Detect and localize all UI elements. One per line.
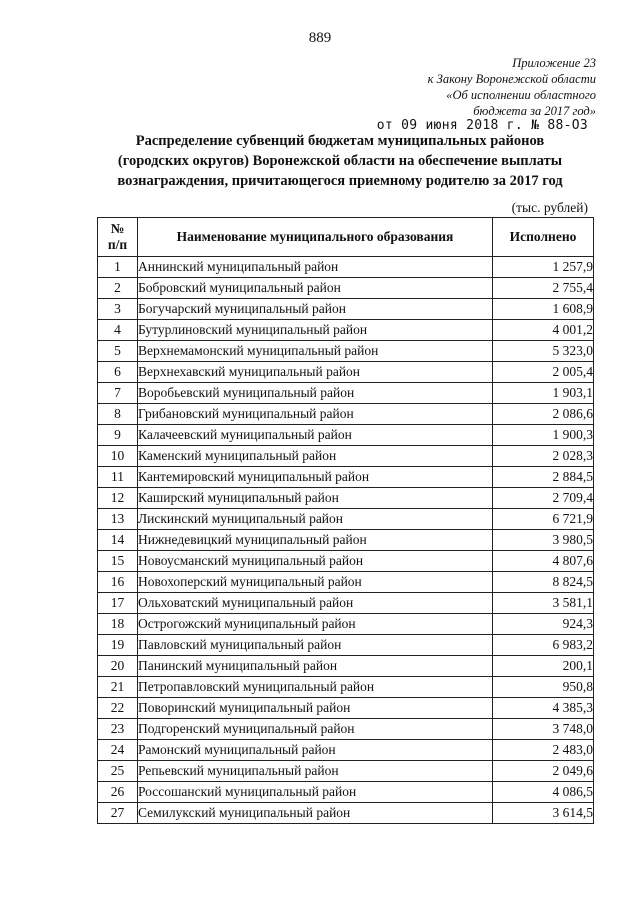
row-number: 16 (98, 572, 138, 593)
table-row (98, 803, 594, 824)
row-number: 2 (98, 278, 138, 299)
row-executed-amount: 5 323,0 (493, 341, 594, 362)
row-executed-amount: 6 721,9 (493, 509, 594, 530)
appendix-line-3: «Об исполнении областного (446, 88, 596, 102)
row-municipality-name: Верхнехавский муниципальный район (138, 362, 493, 383)
distribution-table (97, 217, 594, 824)
row-number: 9 (98, 425, 138, 446)
table-row (98, 446, 594, 467)
table-row (98, 698, 594, 719)
row-number: 25 (98, 761, 138, 782)
appendix-note (296, 55, 596, 119)
row-municipality-name: Калачеевский муниципальный район (138, 425, 493, 446)
row-executed-amount: 2 086,6 (493, 404, 594, 425)
row-executed-amount: 2 884,5 (493, 467, 594, 488)
row-municipality-name: Павловский муниципальный район (138, 635, 493, 656)
row-municipality-name: Воробьевский муниципальный район (138, 383, 493, 404)
row-executed-amount: 3 614,5 (493, 803, 594, 824)
table-row (98, 593, 594, 614)
row-number: 15 (98, 551, 138, 572)
table-row (98, 719, 594, 740)
title-line-2: (городских округов) Воронежской области на обеспечение выплаты (117, 153, 563, 169)
row-executed-amount: 1 900,3 (493, 425, 594, 446)
row-municipality-name: Новоусманский муниципальный район (138, 551, 493, 572)
table-row (98, 320, 594, 341)
table-row (98, 404, 594, 425)
row-number: 23 (98, 719, 138, 740)
table-row (98, 572, 594, 593)
table-row (98, 782, 594, 803)
table-row (98, 467, 594, 488)
header-number-line-2: п/п (107, 237, 128, 252)
table-row (98, 383, 594, 404)
row-number: 1 (98, 257, 138, 278)
row-municipality-name: Петропавловский муниципальный район (138, 677, 493, 698)
row-number: 6 (98, 362, 138, 383)
appendix-line-1: Приложение 23 (512, 56, 596, 70)
row-number: 12 (98, 488, 138, 509)
row-number: 14 (98, 530, 138, 551)
row-number: 17 (98, 593, 138, 614)
row-municipality-name: Острогожский муниципальный район (138, 614, 493, 635)
row-executed-amount: 2 028,3 (493, 446, 594, 467)
row-municipality-name: Семилукский муниципальный район (138, 803, 493, 824)
row-executed-amount: 2 049,6 (493, 761, 594, 782)
row-number: 26 (98, 782, 138, 803)
table-row (98, 341, 594, 362)
row-number: 22 (98, 698, 138, 719)
title-line-1: Распределение субвенций бюджетам муниципальных районов (135, 133, 545, 149)
row-executed-amount: 1 608,9 (493, 299, 594, 320)
row-executed-amount: 200,1 (493, 656, 594, 677)
row-municipality-name: Аннинский муниципальный район (138, 257, 493, 278)
appendix-line-2: к Закону Воронежской области (427, 72, 596, 86)
row-municipality-name: Поворинский муниципальный район (138, 698, 493, 719)
row-number: 27 (98, 803, 138, 824)
row-executed-amount: 3 748,0 (493, 719, 594, 740)
row-municipality-name: Россошанский муниципальный район (138, 782, 493, 803)
table-row (98, 362, 594, 383)
row-executed-amount: 3 980,5 (493, 530, 594, 551)
table-row (98, 740, 594, 761)
header-number (98, 218, 138, 257)
document-title (70, 131, 610, 191)
row-executed-amount: 2 709,4 (493, 488, 594, 509)
table-row (98, 677, 594, 698)
row-executed-amount: 4 086,5 (493, 782, 594, 803)
row-municipality-name: Репьевский муниципальный район (138, 761, 493, 782)
table-row (98, 614, 594, 635)
row-number: 21 (98, 677, 138, 698)
table-row (98, 635, 594, 656)
table-row (98, 257, 594, 278)
table-row (98, 299, 594, 320)
header-name: Наименование муниципального образования (138, 218, 493, 257)
row-municipality-name: Подгоренский муниципальный район (138, 719, 493, 740)
row-number: 13 (98, 509, 138, 530)
row-number: 24 (98, 740, 138, 761)
row-number: 3 (98, 299, 138, 320)
row-number: 20 (98, 656, 138, 677)
table-row (98, 425, 594, 446)
row-municipality-name: Грибановский муниципальный район (138, 404, 493, 425)
row-number: 7 (98, 383, 138, 404)
units-label: (тыс. рублей) (511, 200, 588, 215)
table-row (98, 656, 594, 677)
row-municipality-name: Панинский муниципальный район (138, 656, 493, 677)
row-municipality-name: Бутурлиновский муниципальный район (138, 320, 493, 341)
row-executed-amount: 3 581,1 (493, 593, 594, 614)
row-municipality-name: Лискинский муниципальный район (138, 509, 493, 530)
law-date-stamp: от 09 июня 2018 г. № 88-ОЗ (376, 118, 588, 133)
row-executed-amount: 2 755,4 (493, 278, 594, 299)
header-number-line-1: № (110, 221, 125, 236)
row-executed-amount: 950,8 (493, 677, 594, 698)
row-executed-amount: 8 824,5 (493, 572, 594, 593)
row-executed-amount: 4 807,6 (493, 551, 594, 572)
table-row (98, 551, 594, 572)
row-municipality-name: Каширский муниципальный район (138, 488, 493, 509)
row-municipality-name: Бобровский муниципальный район (138, 278, 493, 299)
row-municipality-name: Каменский муниципальный район (138, 446, 493, 467)
table-row (98, 278, 594, 299)
row-executed-amount: 2 005,4 (493, 362, 594, 383)
table-body (98, 257, 594, 824)
table-header-row (98, 218, 594, 257)
appendix-line-4: бюджета за 2017 год» (473, 104, 596, 118)
row-municipality-name: Верхнемамонский муниципальный район (138, 341, 493, 362)
page-number: 889 (308, 30, 332, 46)
table-row (98, 530, 594, 551)
table-row (98, 509, 594, 530)
row-executed-amount: 924,3 (493, 614, 594, 635)
row-executed-amount: 4 385,3 (493, 698, 594, 719)
row-number: 19 (98, 635, 138, 656)
row-municipality-name: Новохоперский муниципальный район (138, 572, 493, 593)
row-municipality-name: Рамонский муниципальный район (138, 740, 493, 761)
row-municipality-name: Нижнедевицкий муниципальный район (138, 530, 493, 551)
row-executed-amount: 6 983,2 (493, 635, 594, 656)
row-number: 5 (98, 341, 138, 362)
row-number: 10 (98, 446, 138, 467)
row-executed-amount: 1 903,1 (493, 383, 594, 404)
row-number: 11 (98, 467, 138, 488)
row-executed-amount: 1 257,9 (493, 257, 594, 278)
row-executed-amount: 2 483,0 (493, 740, 594, 761)
table-row (98, 488, 594, 509)
table-row (98, 761, 594, 782)
row-number: 4 (98, 320, 138, 341)
row-executed-amount: 4 001,2 (493, 320, 594, 341)
row-municipality-name: Кантемировский муниципальный район (138, 467, 493, 488)
row-municipality-name: Ольховатский муниципальный район (138, 593, 493, 614)
row-number: 8 (98, 404, 138, 425)
header-value: Исполнено (493, 218, 594, 257)
row-number: 18 (98, 614, 138, 635)
title-line-3: вознаграждения, причитающегося приемному родителю за 2017 год (117, 173, 563, 189)
row-municipality-name: Богучарский муниципальный район (138, 299, 493, 320)
